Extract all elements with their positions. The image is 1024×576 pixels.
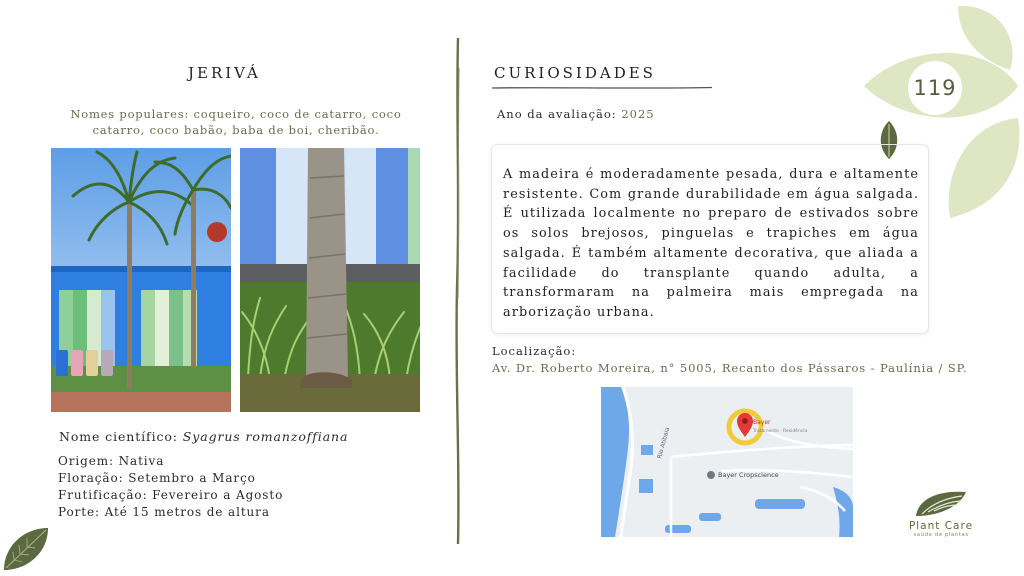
fact-flowering: Floração: Setembro a Março [58, 471, 256, 485]
map-poi-marker-icon [707, 471, 715, 479]
palm-photo-wide [51, 148, 231, 412]
plant-care-logo-icon [912, 486, 970, 518]
species-facts [58, 453, 283, 521]
scientific-name: Nome científico: Syagrus romanzoffiana [59, 429, 349, 444]
leaf-icon [0, 522, 52, 574]
curiosity-text: A madeira é moderadamente pesada, dura e altamente resistente. Com grande durabilidade em água salgada. É utilizada localmente no preparo de estivados sobre os solos brejosos, pinguelas e trapiches em água salgada. É também altamente decorativa, que aliada a facilidade do transplante quando adulta, a transformaram na palmeira mais empregada na arborização urbana. [503, 167, 919, 320]
section-title: CURIOSIDADES [494, 64, 656, 82]
location-label: Localização: [492, 344, 577, 358]
palm-trunk-photo [240, 148, 420, 412]
evaluation-year: Ano da avaliação: 2025 [497, 107, 655, 121]
location-address: Av. Dr. Roberto Moreira, n° 5005, Recanto dos Pássaros - Paulínia / SP. [492, 361, 968, 375]
location-map[interactable] [601, 387, 853, 537]
fact-fruiting: Frutificação: Fevereiro a Agosto [58, 488, 284, 502]
page-number: 119 [913, 76, 957, 100]
title-underline [492, 86, 712, 90]
curiosity-card [491, 144, 929, 334]
brand-name: Plant Care [908, 520, 974, 532]
species-title: JERIVÁ [188, 64, 261, 82]
map-road-label: Rio Atibaia [656, 426, 672, 460]
popular-names: Nomes populares: coqueiro, coco de catarro, coco catarro, coco babão, baba de boi, cheribão. [70, 107, 402, 137]
map-poi-top: Bayer [753, 419, 771, 426]
fact-origin: Origem: Nativa [58, 454, 165, 468]
map-poi-top-sub: Tratamento · Residência [753, 429, 808, 434]
map-poi-bottom: Bayer Cropscience [718, 471, 779, 479]
column-divider [449, 38, 467, 544]
fact-size: Porte: Até 15 metros de altura [58, 505, 270, 519]
brand-tagline: saúde de plantas [913, 532, 969, 538]
